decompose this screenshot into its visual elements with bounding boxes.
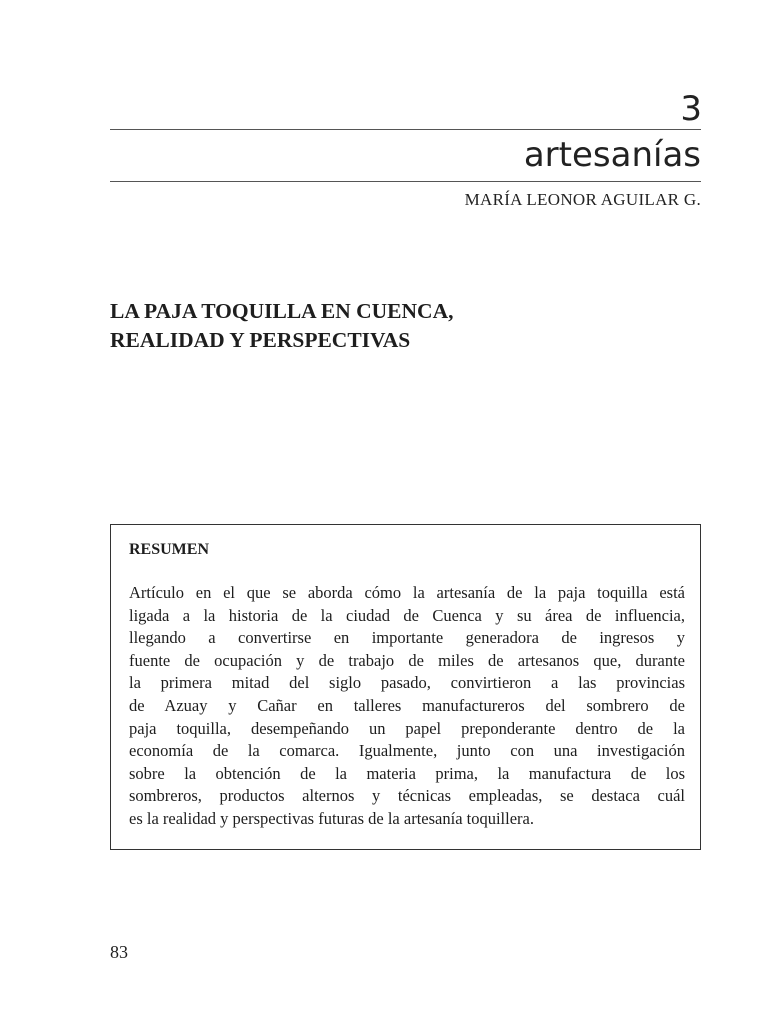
abstract-line: Artículo en el que se aborda cómo la artesanía de la paja toquilla está (129, 583, 685, 602)
article-title-line: LA PAJA TOQUILLA EN CUENCA, (110, 299, 454, 323)
article-title (110, 297, 670, 355)
abstract-line: sombreros, productos alternos y técnicas empleadas, se destaca cuál (129, 786, 685, 806)
abstract-heading: RESUMEN (129, 541, 210, 558)
abstract-body (129, 582, 685, 831)
abstract-line: sobre la obtención de la materia prima, la manufactura de los (129, 763, 685, 783)
chapter-number: 3 (680, 89, 702, 129)
abstract-line: paja toquilla, desempeñando un papel preponderante dentro de la (129, 718, 685, 738)
abstract-line: de Azuay y Cañar en talleres manufactureros del sombrero de (129, 695, 685, 715)
abstract-line: economía de la comarca. Igualmente, junto con una investigación (129, 741, 685, 761)
abstract-line: fuente de ocupación y de trabajo de miles de artesanos que, durante (129, 650, 685, 670)
author-name: MARÍA LEONOR AGUILAR G. (464, 190, 701, 209)
abstract-line: llegando a convertirse en importante generadora de ingresos y (129, 628, 685, 648)
abstract-line: es la realidad y perspectivas futuras de la artesanía toquillera. (129, 808, 534, 828)
section-title: artesanías (523, 135, 701, 175)
abstract-line: ligada a la historia de la ciudad de Cuenca y su área de influencia, (129, 605, 685, 625)
page-number: 83 (110, 942, 128, 962)
header-top-rule (110, 129, 701, 130)
header-bottom-rule (110, 181, 701, 182)
abstract-line: la primera mitad del siglo pasado, convirtieron a las provincias (129, 673, 685, 693)
article-title-line: REALIDAD Y PERSPECTIVAS (110, 328, 411, 352)
abstract-box (110, 524, 701, 850)
